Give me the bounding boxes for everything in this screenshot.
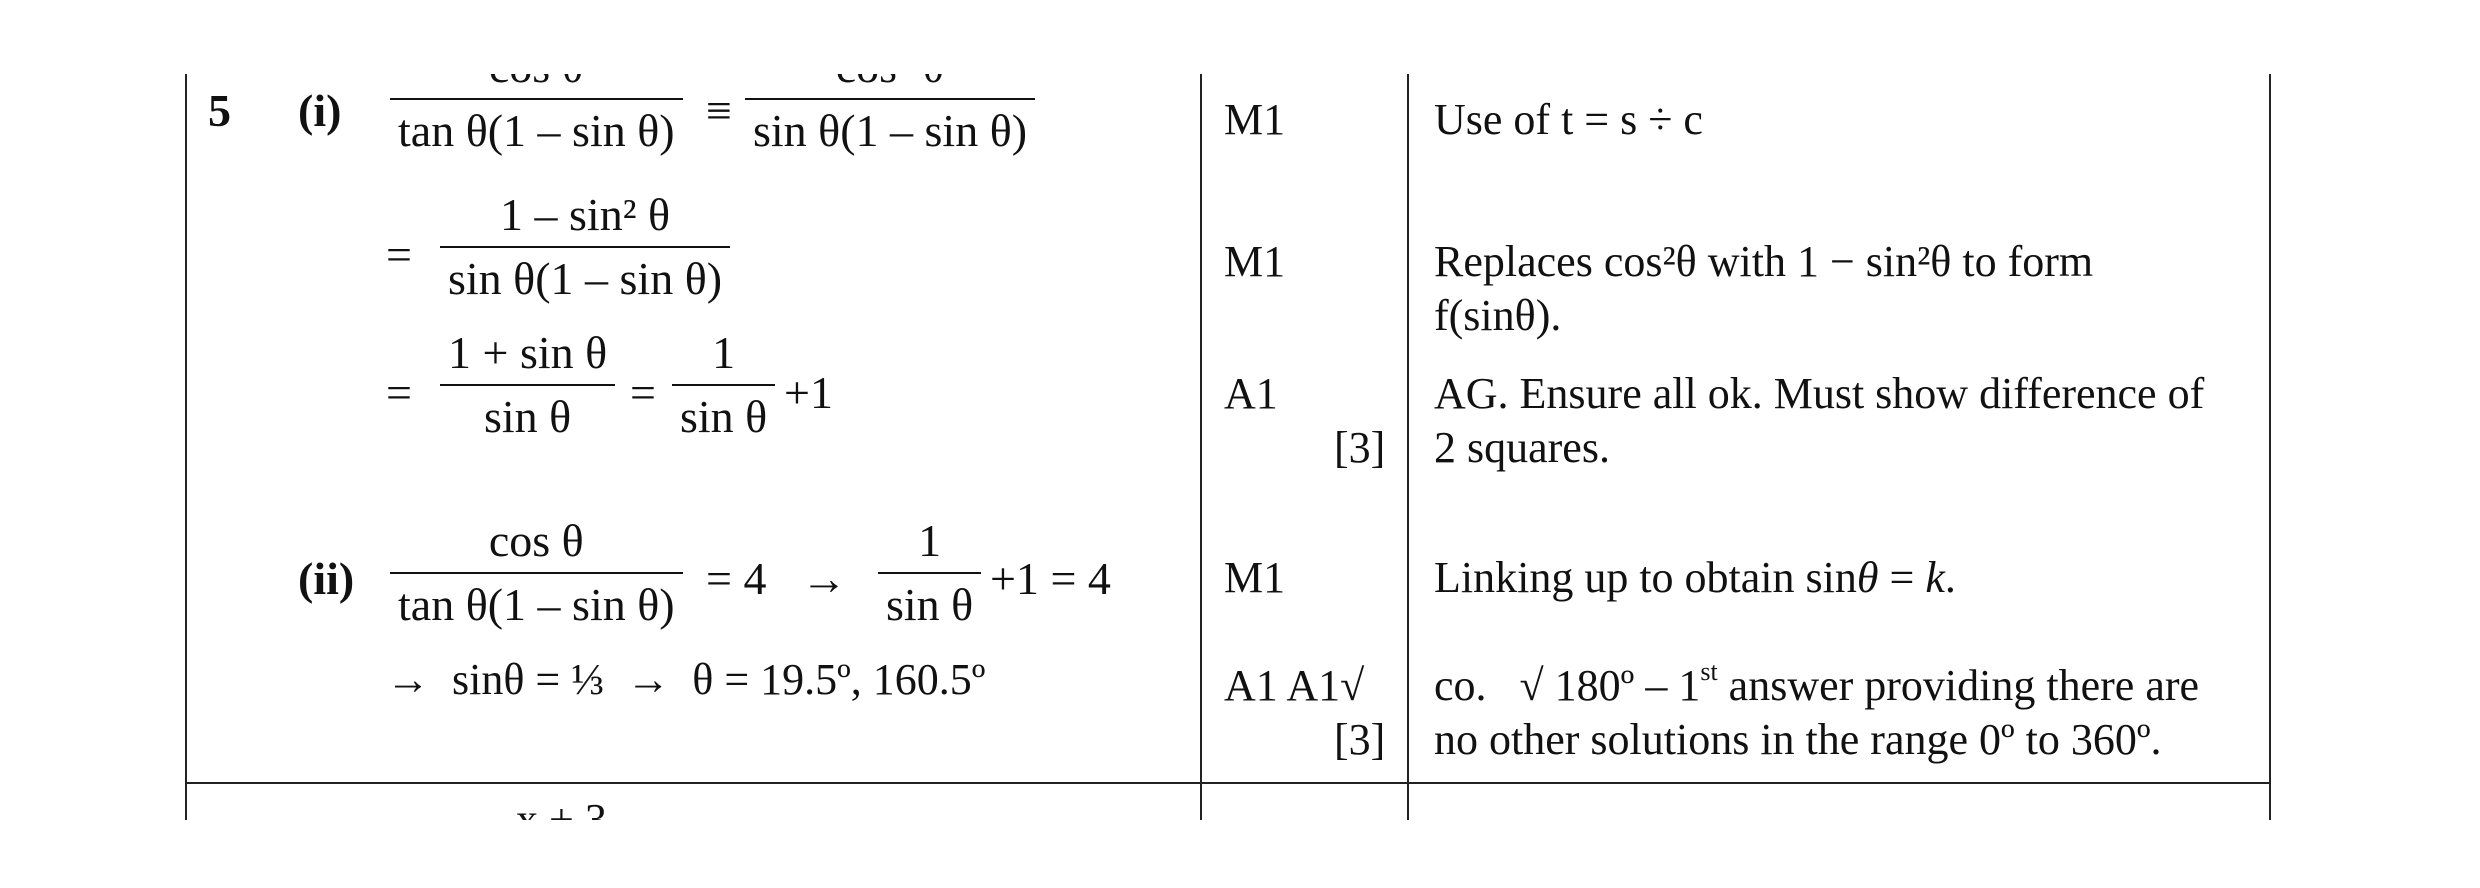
guidance-text: AG. Ensure all ok. Must show difference of: [1434, 369, 2205, 418]
mark-m1: M1: [1224, 95, 1286, 144]
part-i-fraction-lhs: tan θ(1 – sin θ): [390, 44, 683, 154]
guidance-text: 2 squares.: [1434, 423, 1610, 472]
part-ii-label: (ii): [298, 553, 355, 604]
guidance-text: co. √ 180º – 1st answer providing there are: [1434, 657, 2200, 710]
guidance-text: no other solutions in the range 0º to 360º.: [1434, 715, 2162, 764]
mark-m1: M1: [1224, 237, 1286, 286]
equals-sign: =: [386, 367, 412, 418]
part-i-fraction-line3b: 1 sin θ: [672, 330, 775, 440]
guidance-text: Replaces cos²θ with 1 − sin²θ to form: [1434, 237, 2094, 286]
part-i-fraction-rhs: sin θ(1 – sin θ): [745, 44, 1035, 154]
equals-sign: =: [630, 367, 656, 418]
part-i-fraction-line3a: 1 + sin θ sin θ: [440, 330, 615, 440]
mark-a1: A1: [1224, 369, 1278, 418]
part-i-fraction-line2: 1 – sin² θ sin θ(1 – sin θ): [440, 192, 730, 302]
part-ii-fraction-rhs: 1 sin θ: [878, 518, 981, 628]
crop-mask-bottom: [0, 820, 2480, 888]
equals-four-arrow: = 4 →: [706, 553, 847, 604]
guidance-text: Linking up to obtain sinθ = k.: [1434, 553, 1956, 602]
table-left-border: [185, 74, 187, 822]
mark-total-ii: [3]: [1334, 715, 1386, 764]
plus-one: +1: [784, 367, 833, 418]
part-i-label: (i): [298, 85, 342, 136]
guidance-text: Use of t = s ÷ c: [1434, 95, 1703, 144]
table-right-border: [2269, 74, 2271, 822]
mark-total-i: [3]: [1334, 423, 1386, 472]
equiv-symbol: ≡: [706, 85, 732, 136]
plus-one-equals-four: +1 = 4: [990, 553, 1111, 604]
equals-sign: =: [386, 229, 412, 280]
part-ii-solution: → sinθ = ⅓ → θ = 19.5º, 160.5º: [386, 655, 986, 704]
table-guidance-divider: [1407, 74, 1409, 822]
mark-a1-a1ft: A1 A1√: [1224, 661, 1365, 710]
guidance-text: f(sinθ).: [1434, 291, 1562, 340]
question-number: 5: [208, 85, 231, 136]
row-separator: [185, 782, 2270, 784]
mark-m1: M1: [1224, 553, 1286, 602]
crop-mask-top: [0, 0, 2480, 74]
table-marks-divider: [1200, 74, 1202, 822]
part-ii-fraction-lhs: cos θ tan θ(1 – sin θ): [390, 518, 683, 628]
